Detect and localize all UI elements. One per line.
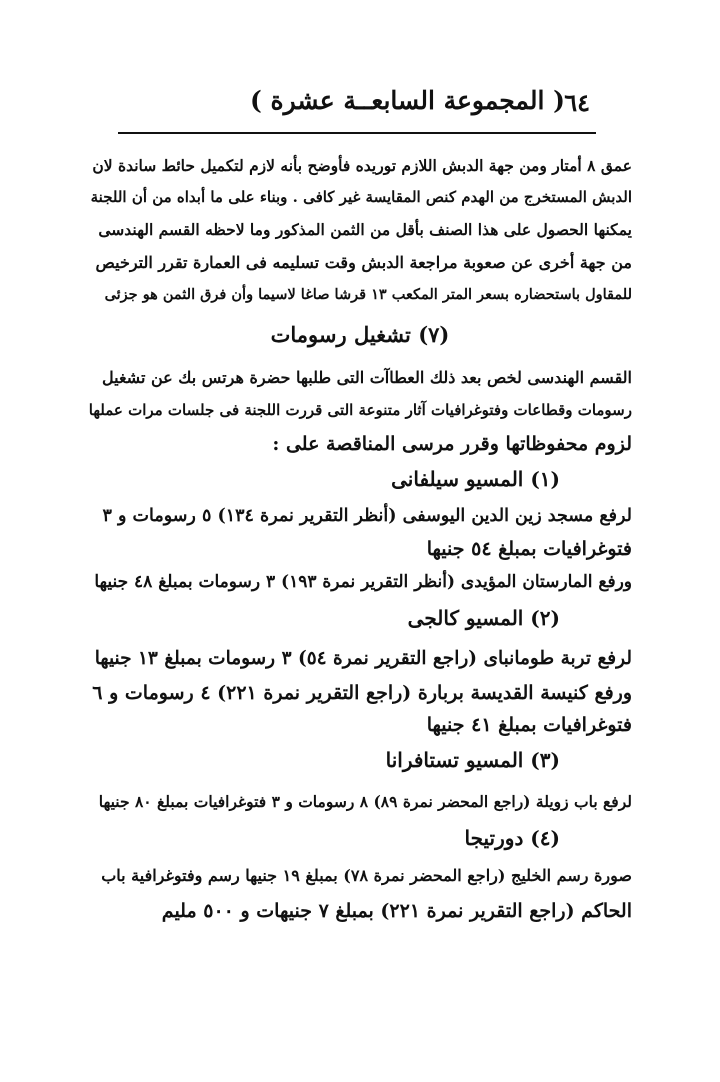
entry-heading: (٢) المسيو كالجى <box>407 606 560 630</box>
body-line: من جهة أخرى عن صعوبة مراجعة الدبش وقت تسليمه فى العمارة تقرر الترخيص <box>95 253 632 272</box>
body-line: القسم الهندسى لخص بعد ذلك العطاآت التى طلبها حضرة هرتس بك عن تشغيل <box>102 368 632 387</box>
entry-heading: (١) المسيو سيلفانى <box>391 467 560 491</box>
entry-line: ورفع المارستان المؤيدى (أنظر التقرير نمرة ١٩٣) ٣ رسومات بمبلغ ٤٨ جنيها <box>94 572 632 592</box>
entry-line: صورة رسم الخليج (راجع المحضر نمرة ٧٨) بمبلغ ١٩ جنيها رسم وفتوغرافية باب <box>101 866 632 885</box>
entry-line: لرفع تربة طومانباى (راجع التقرير نمرة ٥٤) ٣ رسومات بمبلغ ١٣ جنيها <box>94 648 632 669</box>
body-line: عمق ٨ أمتار ومن جهة الدبش اللازم توريده فأوضح بأنه لازم لتكميل حائط ساندة لان <box>92 156 632 175</box>
section-heading: (٧) تشغيل رسومات <box>270 322 450 347</box>
entry-heading: (٣) المسيو تستافرانا <box>385 748 560 772</box>
body-line: للمقاول باستحضاره بسعر المتر المكعب ١٣ قرشا صاغا لاسيما وأن فرق الثمن هو جزئى <box>104 286 632 303</box>
entry-line: لرفع مسجد زين الدين اليوسفى (أنظر التقرير نمرة ١٣٤) ٥ رسومات و ٣ <box>102 506 632 526</box>
body-line: رسومات وقطاعات وفتوغرافيات آثار متنوعة التى قررت اللجنة فى جلسات مرات عملها <box>88 401 632 419</box>
body-line: يمكنها الحصول على هذا الصنف بأقل من الثمن المذكور وما لاحظه القسم الهندسى <box>98 220 632 239</box>
entry-line: الحاكم (راجع التقرير نمرة ٢٢١) بمبلغ ٧ جنيهات و ٥٠٠ مليم <box>161 900 632 922</box>
body-line: لزوم محفوظاتها وقرر مرسى المناقصة على : <box>272 433 632 455</box>
entry-line: ورفع كنيسة القديسة بربارة (راجع التقرير نمرة ٢٢١) ٤ رسومات و ٦ <box>92 682 632 704</box>
entry-line: فتوغرافيات بمبلغ ٤١ جنيها <box>426 714 632 736</box>
entry-line: فتوغرافيات بمبلغ ٥٤ جنيها <box>426 538 632 560</box>
body-line: الدبش المستخرج من الهدم كنص المقايسة غير كافى . وبناء على ما أبداه من أن اللجنة <box>90 188 632 206</box>
running-title: ( المجموعة السابعــة عشرة ) <box>250 86 565 115</box>
page-number: ٦٤ <box>564 88 590 117</box>
page-header <box>120 86 590 126</box>
entry-heading: (٤) دورتيجا <box>464 826 560 850</box>
header-rule <box>118 132 596 134</box>
entry-line: لرفع باب زويلة (راجع المحضر نمرة ٨٩) ٨ رسومات و ٣ فتوغرافيات بمبلغ ٨٠ جنيها <box>98 792 632 811</box>
